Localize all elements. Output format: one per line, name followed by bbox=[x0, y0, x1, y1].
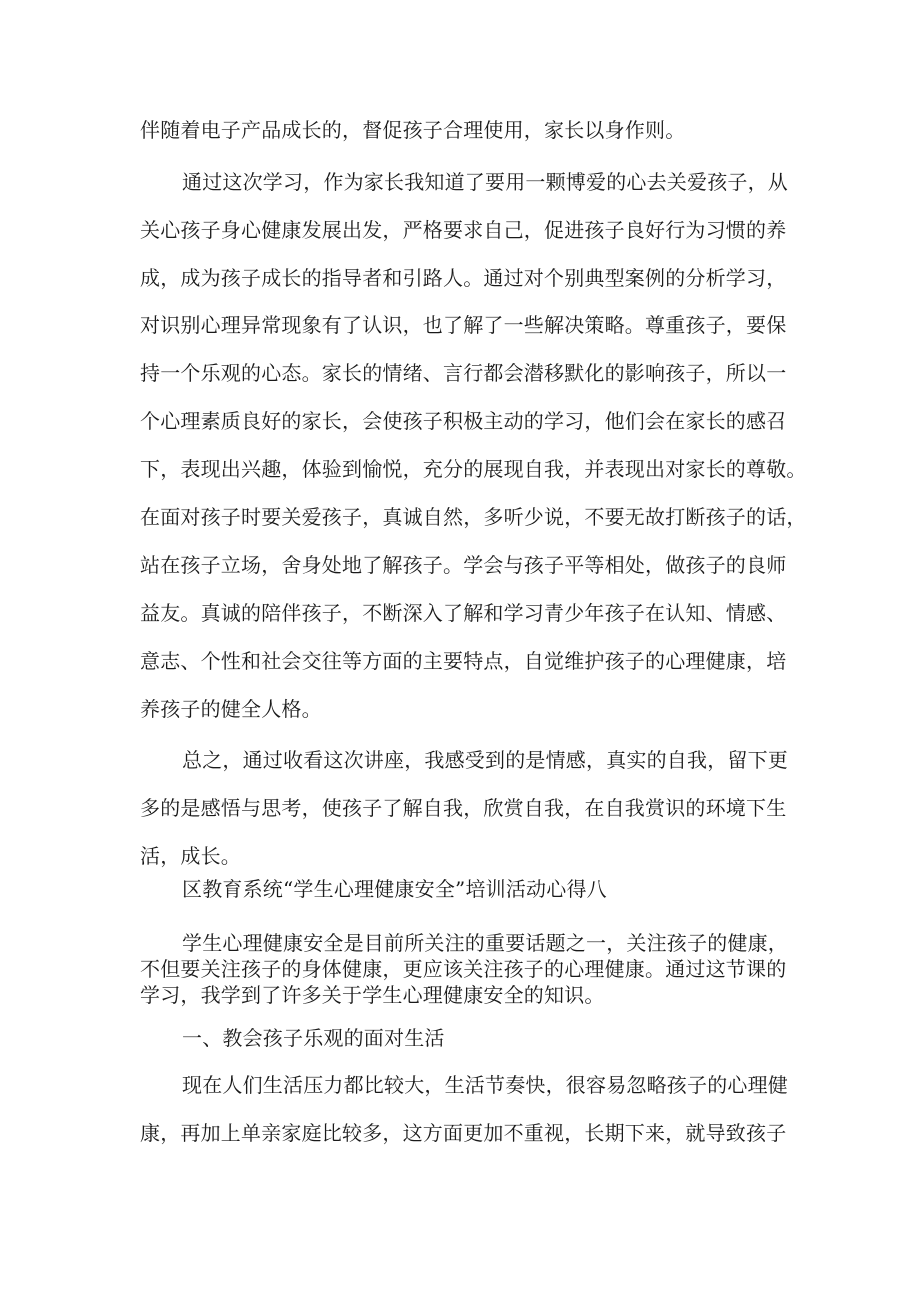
paragraph-line: 成，成为孩子成长的指导者和引路人。通过对个别典型案例的分析学习， bbox=[140, 266, 787, 290]
paragraph-line: 关心孩子身心健康发展出发，严格要求自己，促进孩子良好行为习惯的养 bbox=[140, 218, 787, 242]
paragraph-line: 意志、个性和社会交往等方面的主要特点，自觉维护孩子的心理健康，培 bbox=[140, 649, 787, 673]
paragraph-line: 个心理素质良好的家长，会使孩子积极主动的学习，他们会在家长的感召 bbox=[140, 409, 787, 433]
paragraph-line: 总之，通过收看这次讲座，我感受到的是情感，真实的自我，留下更 bbox=[182, 748, 788, 772]
paragraph-line: 学习，我学到了许多关于学生心理健康安全的知识。 bbox=[140, 983, 605, 1007]
paragraph-line: 学生心理健康安全是目前所关注的重要话题之一，关注孩子的健康， bbox=[182, 931, 788, 955]
section-title: 区教育系统“学生心理健康安全”培训活动心得八 bbox=[182, 877, 607, 901]
section-heading: 一、教会孩子乐观的面对生活 bbox=[182, 1026, 445, 1050]
paragraph-line: 站在孩子立场，舍身处地了解孩子。学会与孩子平等相处，做孩子的良师 bbox=[140, 553, 787, 577]
paragraph-line: 伴随着电子产品成长的，督促孩子合理使用，家长以身作则。 bbox=[140, 118, 686, 142]
paragraph-line: 益友。真诚的陪伴孩子，不断深入了解和学习青少年孩子在认知、情感、 bbox=[140, 601, 787, 625]
paragraph-line: 持一个乐观的心态。家长的情绪、言行都会潜移默化的影响孩子，所以一 bbox=[140, 361, 787, 385]
paragraph-line: 养孩子的健全人格。 bbox=[140, 697, 322, 721]
paragraph-line: 康，再加上单亲家庭比较多，这方面更加不重视，长期下来，就导致孩子 bbox=[140, 1121, 787, 1145]
paragraph-line: 活，成长。 bbox=[140, 844, 241, 868]
paragraph-line: 现在人们生活压力都比较大，生活节奏快，很容易忽略孩子的心理健 bbox=[182, 1073, 788, 1097]
paragraph-line: 在面对孩子时要关爱孩子，真诚自然，多听少说，不要无故打断孩子的话， bbox=[140, 505, 807, 529]
paragraph-line: 不但要关注孩子的身体健康，更应该关注孩子的心理健康。通过这节课的 bbox=[140, 957, 787, 981]
paragraph-line: 下，表现出兴趣，体验到愉悦，充分的展现自我，并表现出对家长的尊敬。 bbox=[140, 457, 807, 481]
paragraph-line: 对识别心理异常现象有了认识，也了解了一些解决策略。尊重孩子，要保 bbox=[140, 313, 787, 337]
paragraph-line: 多的是感悟与思考，使孩子了解自我，欣赏自我，在自我赏识的环境下生 bbox=[140, 796, 787, 820]
paragraph-line: 通过这次学习，作为家长我知道了要用一颗博爱的心去关爱孩子，从 bbox=[182, 170, 788, 194]
